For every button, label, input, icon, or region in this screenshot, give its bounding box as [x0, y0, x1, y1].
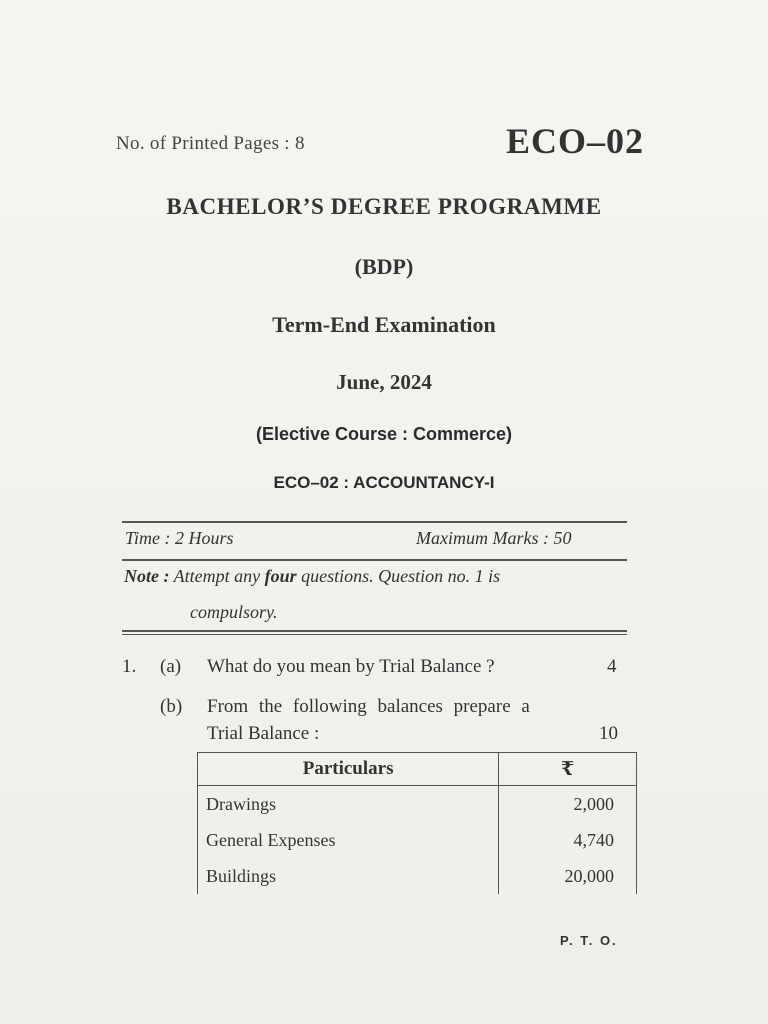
question-text: Trial Balance :	[207, 723, 320, 744]
divider	[122, 634, 627, 635]
programme-abbreviation: (BDP)	[354, 254, 414, 279]
exam-time: Time : 2 Hours	[125, 528, 234, 548]
note-text: Attempt any	[173, 566, 261, 586]
question-text: From the following balances prepare a	[207, 696, 530, 717]
max-marks: Maximum Marks : 50	[416, 528, 572, 548]
divider	[122, 630, 627, 632]
column-header-particulars: Particulars	[198, 753, 499, 786]
note-emphasis: four	[264, 566, 297, 586]
course-code: ECO–02	[506, 121, 645, 161]
programme-title: BACHELOR’S DEGREE PROGRAMME	[166, 194, 602, 219]
table-row	[198, 858, 637, 894]
exam-session: June, 2024	[336, 370, 432, 394]
balances-table	[197, 752, 637, 894]
particular-cell: Buildings	[198, 858, 499, 894]
note-label: Note :	[124, 566, 170, 586]
elective-course: (Elective Course : Commerce)	[255, 424, 513, 444]
amount-cell: 20,000	[499, 858, 637, 894]
course-name: ECO–02 : ACCOUNTANCY-I	[273, 473, 495, 492]
exam-title: Term-End Examination	[272, 312, 496, 337]
particular-cell: General Expenses	[198, 822, 499, 858]
divider	[122, 559, 627, 561]
amount-cell: 2,000	[499, 786, 637, 823]
amount-cell: 4,740	[499, 822, 637, 858]
column-header-amount: ₹	[499, 753, 637, 786]
pto-label: P. T. O.	[560, 933, 618, 948]
question-text: What do you mean by Trial Balance ?	[207, 656, 495, 677]
subquestion-label: (b)	[160, 696, 183, 717]
note-instruction	[124, 566, 500, 587]
table-row	[198, 786, 637, 823]
subquestion-label: (a)	[160, 656, 182, 677]
question-marks: 10	[599, 723, 618, 744]
note-text: questions. Question no. 1 is	[301, 566, 501, 586]
question-number: 1.	[122, 656, 137, 677]
particular-cell: Drawings	[198, 786, 499, 823]
question-marks: 4	[607, 656, 617, 677]
divider	[122, 521, 627, 523]
table-header-row	[198, 753, 637, 786]
printed-pages-count: No. of Printed Pages : 8	[116, 133, 305, 154]
note-continuation: compulsory.	[190, 602, 278, 622]
table-row	[198, 822, 637, 858]
